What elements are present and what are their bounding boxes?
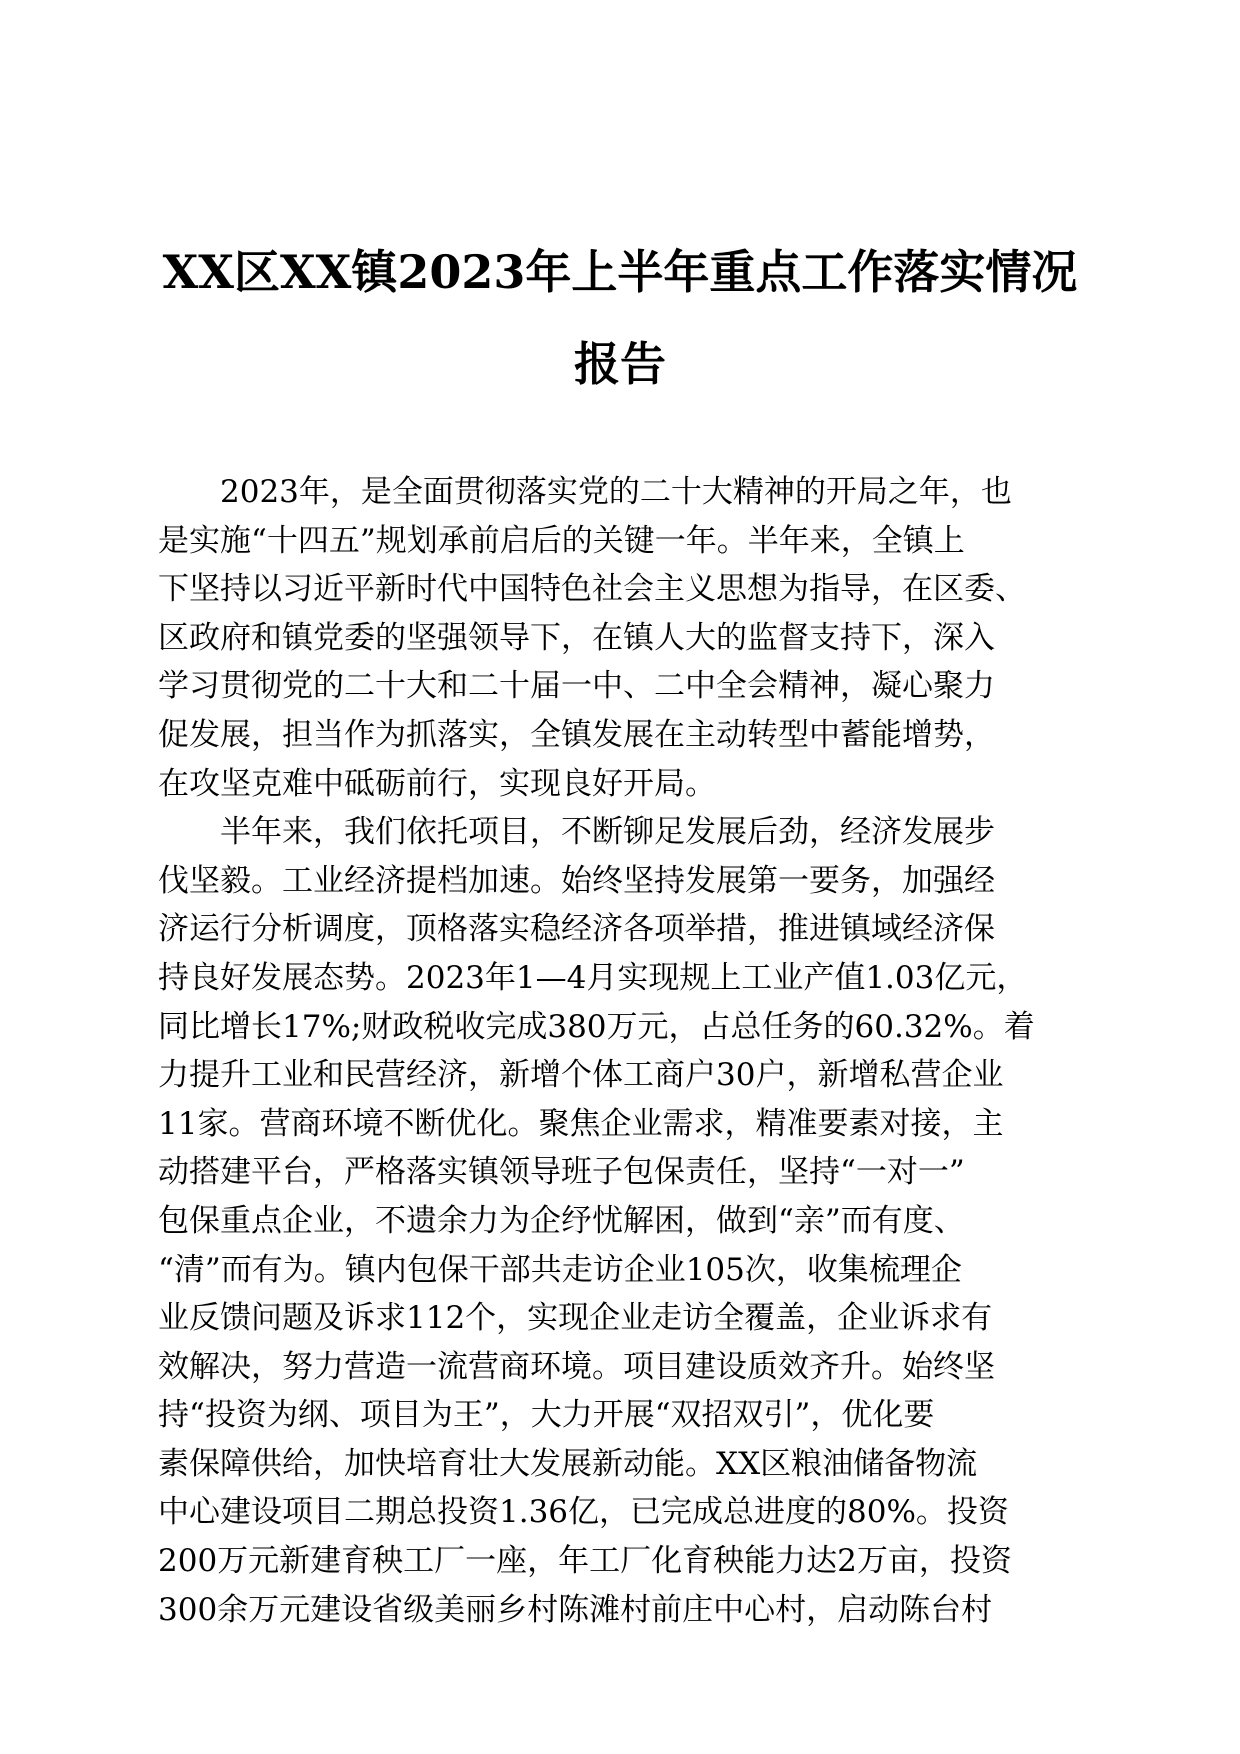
paragraph-2 [158,808,1092,1634]
text-line: “清”而有为。镇内包保干部共走访企业105次，收集梳理企 [158,1251,962,1288]
text-line: 200万元新建育秧工厂一座，年工厂化育秧能力达2万亩，投资 [158,1543,1012,1580]
text-line: 伐坚毅。工业经济提档加速。始终坚持发展第一要务，加强经 [158,862,995,899]
text-line: 区政府和镇党委的坚强领导下，在镇人大的监督支持下，深入 [158,619,995,656]
text-line: 动搭建平台，严格落实镇领导班子包保责任，坚持“一对一” [158,1154,965,1191]
text-line: 是实施“十四五”规划承前启后的关键一年。半年来，全镇上 [158,522,965,559]
text-line: 济运行分析调度，顶格落实稳经济各项举措，推进镇域经济保 [158,911,995,948]
text-line: 学习贯彻党的二十大和二十届一中、二中全会精神，凝心聚力 [158,668,995,705]
text-line: 业反馈问题及诉求112个，实现企业走访全覆盖，企业诉求有 [158,1300,993,1337]
text-line: 持良好发展态势。2023年1—4月实现规上工业产值1.03亿元， [158,959,1028,996]
text-line: 中心建设项目二期总投资1.36亿，已完成总进度的80%。投资 [158,1494,1009,1531]
text-line: 在攻坚克难中砥砺前行，实现良好开局。 [158,765,716,802]
title-line-2: 报告 [574,337,666,391]
text-line: 下坚持以习近平新时代中国特色社会主义思想为指导，在区委、 [158,571,1026,608]
text-line: 促发展，担当作为抓落实，全镇发展在主动转型中蓄能增势， [158,716,995,753]
paragraph-1 [158,468,1092,808]
text-line: 包保重点企业，不遗余力为企纾忧解困，做到“亲”而有度、 [158,1202,965,1239]
text-line: 300余万元建设省级美丽乡村陈滩村前庄中心村，启动陈台村 [158,1591,993,1628]
text-line: 力提升工业和民营经济，新增个体工商户30户，新增私营企业 [158,1057,1004,1094]
text-line: 11家。营商环境不断优化。聚焦企业需求，精准要素对接，主 [158,1105,1004,1142]
document-title [0,226,1240,410]
text-line: 半年来，我们依托项目，不断铆足发展后劲，经济发展步 [220,814,995,851]
text-line: 同比增长17%;财政税收完成380万元，占总任务的60.32%。着 [158,1008,1035,1045]
text-line: 持“投资为纲、项目为王”，大力开展“双招双引”，优化要 [158,1397,935,1434]
text-line: 2023年，是全面贯彻落实党的二十大精神的开局之年，也 [220,474,1012,510]
text-line: 效解决，努力营造一流营商环境。项目建设质效齐升。始终坚 [158,1348,995,1385]
title-line-1: XX区XX镇2023年上半年重点工作落实情况 [162,245,1078,299]
document-body [158,468,1092,1634]
text-line: 素保障供给，加快培育壮大发展新动能。XX区粮油储备物流 [158,1445,978,1482]
